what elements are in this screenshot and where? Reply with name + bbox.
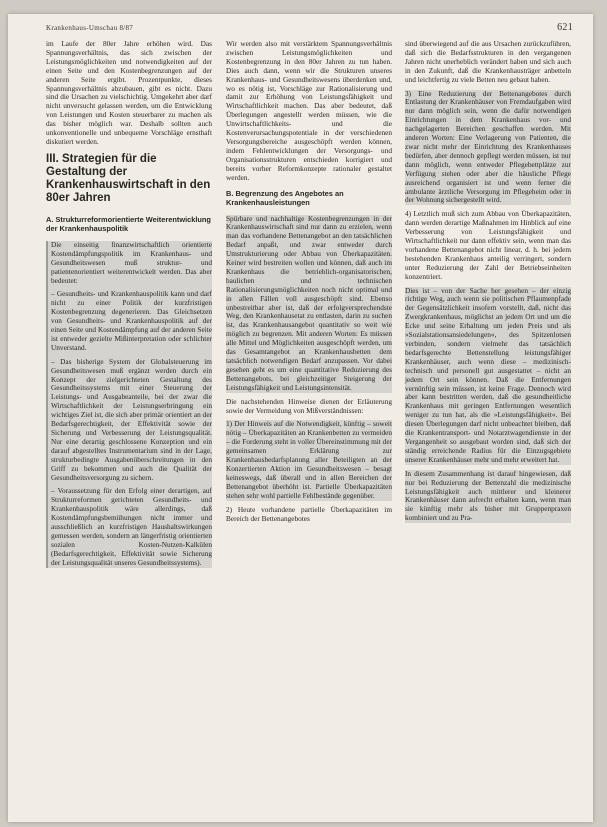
- paragraph: 2) Heute vorhandene partielle Überkapazitäten im Bereich der Bettenangebotes: [226, 504, 392, 523]
- highlighted-paragraph: Dies ist – von der Sache her gesehen – der einzig richtige Weg, auch wenn sie politischen Pflaumenpfade der Gegensätzlichkeit insofern vorstellt, daß, nicht das Zwergkrankenhaus, möglichst an jedem Ort und um die Ecke und seine Erhaltung um jeden Preis und als »Sozialstationsansiedelungen«, des Spitzenlotsen verbinden, sondern vielmehr das tatsächlich bedarfsgerechte Bettenstellung leistungsfähiger Krankenhäuser, auch wenn diese – medizinisch-technisch und personell gut ausgestattet – nicht an jedem Ort sein können. Daß die Entfernungen vernünftig sein müssen, ist keine Frage. Dennoch wird aber kann bestritten werden, daß die gesundheitliche Krankenhaus mit geringen Entfernungen wesentlich weniger zu tun hat, als die »Leistungsfähigkeit«. Bei diesen Überlegungen darf nicht unbeachtet bleiben, daß die Krankentransport- und Notarztwagendienste in der Vergangenheit so ausgebaut worden sind, daß sich der ständig erreichende Radius für die Einzugsgebiete unserer Krankenhäuser mehr und mehr erweitert hat.: [405, 285, 571, 464]
- running-head: [46, 24, 573, 38]
- paragraph: im Laufe der 80er Jahre erhöhen wird. Das Spannungsverhältnis, das sich zwischen der Leistungsmöglichkeiten und notwendigkeiten auf der einen Seite und den Kostenbegrenzungen auf der anderen Seite ergibt. Prozentpunkte, dieses Spannungsverhältnis abzubauen, gibt es nicht. Dazu sind die Ursachen zu vielschichtig. Umgekehrt aber darf nicht unversucht gelassen werden, um die Entwicklung von Leistungen und Kosten steuerbarer zu machen als das bisher möglich war. Deshalb sollten auch unkonventionelle und unbequeme Vorschläge ernsthaft diskutiert werden.: [46, 39, 212, 146]
- paragraph: 4) Letztlich muß sich zum Abbau von Überkapazitäten, dann werden derartige Maßnahmen im Hinblick auf eine Verbesserung von Leistungsfähigkeit und Wirtschaftlichkeit nur dann effektiv sein, wenn man das vorhandene Bettenangebot nicht linear, d. h. bei jedem bestehenden Krankenhaus anteilig verringert, sondern unter Reduzierung der Zahl der Betriebseinheiten konzentriert.: [405, 209, 571, 281]
- highlighted-paragraph: In diesem Zusammenhang ist darauf hingewiesen, daß nur bei Reduzierung der Bettenzahl die medizinische Leistungsfähigkeit auch mittlerer und kleinerer Krankenhäuser dann aufrecht erhalten kann, wenn man sie künftig mehr als bisher mit Gruppenpraxen kombiniert und zu Pra-: [405, 468, 571, 523]
- sub-heading: A. Strukturreformorientierte Weiterentwicklung der Krankenhauspolitik: [46, 214, 211, 233]
- paragraph: sind überwiegend auf die aus Ursachen zurückzuführen, daß sich die Bedarfsstrukturen in den vergangenen Jahren nicht unerheblich verändert haben und sich auch in den Zukunft, daß die Krankenhausträger anbetteln und leichtfertig zu viele Betten neu gebaut haben.: [405, 39, 571, 84]
- column-2: [226, 40, 392, 528]
- page-number: 621: [557, 22, 573, 33]
- running-title: Krankenhaus-Umschau 8/87: [46, 24, 134, 32]
- highlighted-paragraph: 1) Der Hinweis auf die Notwendigkeit, künftig – soweit nötig – Überkapazitäten an Krankenbetten zu vermeiden – die Forderung steht in voller Übereinstimmung mit der gemeinsamen Erklärung zur Krankenhausbedarfsplanung aller Beteiligten an der Konzertierten Aktion im Gesundheitswesen – besagt keineswegs, daß überall und in allen Bereichen der Bettenangebot überhöht ist. Partielle Überkapazitäten stehen sehr wohl partielle Fehlbestände gegenüber.: [226, 419, 392, 500]
- sub-heading: B. Begrenzung des Angebotes an Krankenhausleistungen: [226, 188, 344, 207]
- list-item: – Voraussetzung für den Erfolg einer derartigen, auf Strukturreformen gerichteten Gesundheits- und Krankenhauspolitik wäre allerdings, daß Kostendämpfungsbemühungen nicht immer und ausschließlich an kurzfristigen Haushaltswirkungen gemessen werden, sondern an längerfristig orientierten sozialen Kosten-Nutzen-Kalkülen (Bedarfsgerechtigkeit, Effektivität sowie Sicherung der Leistungsqualität unseres Gesundheitssystems).: [51, 486, 212, 567]
- highlighted-paragraph: Spürbare und nachhaltige Kostenbegrenzungen in der Krankenhauswirtschaft sind nur dann zu erzielen, wenn man das vorhandene Bettenangebot an den tatsächlichen Bedarf anpaßt, und zwar entweder durch Umstrukturierung oder Abbau von Überkapazitäten. Keiner wird bestreiten wollen und können, daß auch im Krankenhaus die betrieblich-organisatorischen, baulichen und technischen Rationalisierungsmöglichkeiten noch nicht optimal und in allen Fällen voll ausgeschöpft sind. Ebenso unbestreitbar aber ist, daß der erfolgversprechendste Weg, den Krankenhausetat zu entlasten, darin zu suchen ist, das Krankenhausangebot quantitativ so weit wie möglich zu begrenzen. Mit anderen Worten: Es müssen alle Mittel und Möglichkeiten ausgeschöpft werden, um das Gesamtangebot an Krankenhausbetten dem tatsächlich notwendigen Bedarf anzupassen. Vor dabei gesehen geht es um eine quantitative Reduzierung des Bettenangebots, bei gleichzeitiger Steigerung der Leistungsfähigkeit und Leistungsintensität.: [226, 213, 392, 392]
- section-heading: III. Strategien für die Gestaltung der Krankenhauswirtschaft in den 80er Jahren: [46, 152, 211, 204]
- document-page: [8, 14, 593, 822]
- paragraph: Wir werden also mit verstärktem Spannungsverhältnis zwischen Leistungsmöglichkeiten und Kostenbegrenzung in den 80er Jahren zu tun haben. Dies auch dann, wenn wir die Strukturen unseres Krankenhaus- und Gesundheitswesens überdenken und, wo es nötig ist, Vorschläge zur Rationalisierung und damit zur Erhöhung von Leistungsfähigkeit und Wirtschaftlichkeit machen. Das aber bedeutet, daß Überlegungen angestellt werden müssen, wie die Unwirtschaftlichkeits- und die Kostenverursachungspotentiale in der verschiedenen Versorgungsbereiche ausgeschöpft werden können, indem Fehlentwicklungen der Versorgungs- und Organisationsstrukturen entschieden korrigiert und bereits vorher Reformkonzepte rationaler gestaltet werden.: [226, 39, 392, 182]
- list-item: – Das bisherige System der Globalsteuerung im Gesundheitswesen muß ergänzt werden durch ein Konzept der zielgerichteten Gestaltung des Gesundheitssystems mit einer Steuerung der Leistungs- und Ausgabeanteile, bei der zwar die Wirtschaftlichkeit der Leistungserbringung ein wichtiges Ziel ist, die sich aber primär orientiert an der Bedarfsgerechtigkeit, der Effektivität sowie der Sicherung und Verbesserung der Leistungsqualität. Nur eine derartig geschlossene Konzeption und ein darauf abgestelltes Instrumentarium sind in der Lage, strukturbedingte Ausgabenüberschreitungen in den Griff zu bekommen und auch die Qualität der Gesundheitsversorgung zu sichern.: [51, 356, 212, 482]
- highlighted-block: [46, 241, 212, 568]
- column-1: [46, 40, 212, 573]
- highlighted-paragraph: 3) Eine Reduzierung der Bettenangebotes durch Entlastung der Krankenhäuser von Fremdaufgaben wird nur dann möglich sein, wenn die dafür notwendigen Einrichtungen in dem Krankenhaus vor- und nachgelagerten Bereichen geschaffen werden. Mit anderen Worten: Eine Verlagerung von Patienten, die zwar nicht mehr der Einrichtung des Krankenhauses bedürfen, aber dennoch gepflegt werden müssen, ist nur dann möglich, wenn entweder Pflegebettplätze zur Verfügung stehen oder aber die häusliche Pflege ausreichend organisiert ist und wenn ferner die ambulante ärztliche Versorgung im Pflegeheim oder in der Wohnung sichergestellt wird.: [405, 88, 571, 205]
- paragraph: Die einseitig finanzwirtschaftlich orientierte Kostendämpfungspolitik im Krankenhaus- und Gesundheitswesen muß struktur- und patientenorientiert weiterentwickelt werden. Das aber bedeutet:: [51, 239, 212, 285]
- list-item: – Gesundheits- und Krankenhauspolitik kann und darf nicht zu einer Politik der kurzfristigen Kostenbegrenzung degenerieren. Das Gleichsetzen von Gesundheits- und Krankenhauspolitik auf der einen Seite und Kostendämpfung auf der anderen Seite ist entweder gezielte Mißinterpretation oder schlichter Unverstand.: [51, 289, 212, 352]
- paragraph: Die nachstehenden Hinweise dienen der Erläuterung sowie der Vermeidung von Mißverständnissen:: [226, 396, 392, 415]
- column-3: [405, 40, 571, 528]
